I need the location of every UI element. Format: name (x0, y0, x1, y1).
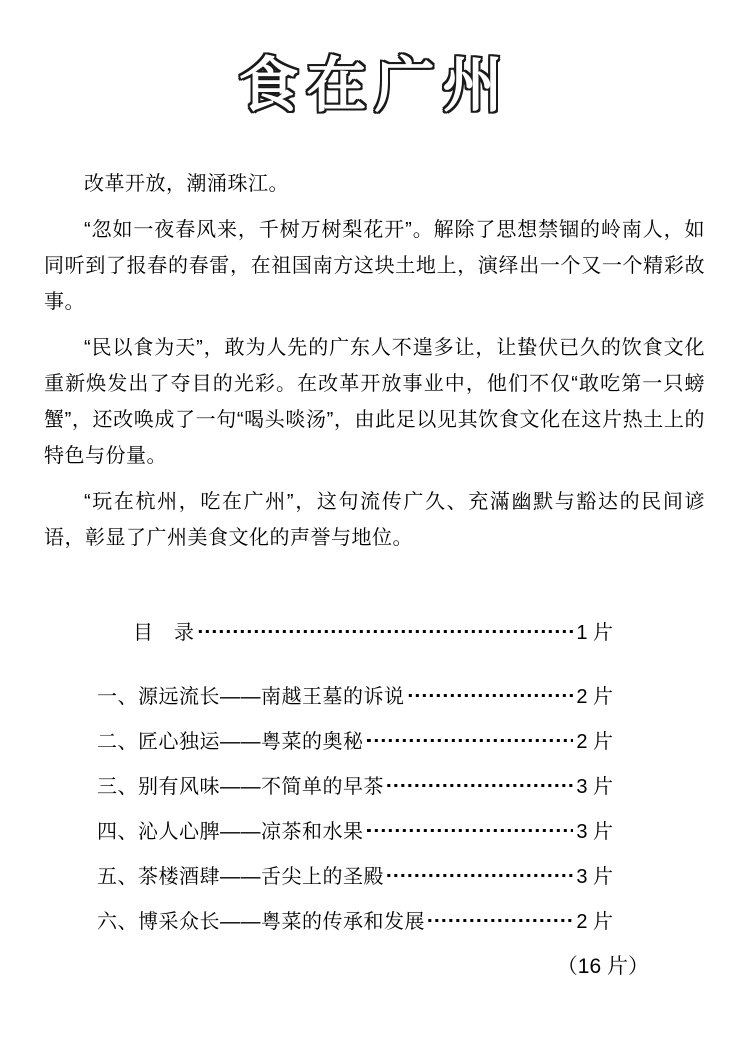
toc-item-4 (97, 807, 613, 852)
toc-item-3 (97, 762, 613, 807)
table-of-contents (97, 608, 613, 942)
toc-item-1 (97, 672, 613, 717)
dot-leader (387, 784, 573, 787)
dot-leader (367, 829, 574, 832)
toc-item-page-count: 3 片 (576, 776, 613, 798)
document-title: 食在广州 (238, 52, 511, 119)
dot-leader (367, 739, 574, 742)
toc-item-label: 五、茶楼酒肆——舌尖上的圣殿 (97, 866, 384, 888)
body-paragraphs (44, 166, 705, 556)
toc-item-label: 四、沁人心脾——凉茶和水果 (97, 821, 364, 843)
paragraph-2: “忽如一夜春风来，千树万树梨花开”。解除了思想禁锢的岭南人，如同听到了报春的春雷，在祖国南方这块土地上，演绎出一个又一个精彩故事。 (44, 219, 705, 313)
toc-header-row (97, 608, 613, 652)
toc-item-page-count: 3 片 (576, 821, 613, 843)
toc-item-page-count: 2 片 (576, 911, 613, 933)
paragraph-1: 改革开放，潮涌珠江。 (84, 173, 289, 195)
toc-item-page-count: 2 片 (576, 686, 613, 708)
dot-leader (387, 874, 573, 877)
toc-item-page-count: 2 片 (576, 731, 613, 753)
toc-header-page-count: 1 片 (576, 621, 613, 644)
dot-leader (198, 630, 574, 633)
toc-item-label: 二、匠心独运——粤菜的奥秘 (97, 731, 364, 753)
toc-item-label: 一、源远流长——南越王墓的诉说 (97, 686, 405, 708)
toc-item-label: 六、博采众长——粤菜的传承和发展 (97, 911, 425, 933)
toc-item-page-count: 3 片 (576, 866, 613, 888)
toc-item-5 (97, 852, 613, 897)
paragraph-3: “民以食为天”，敢为人先的广东人不遑多让，让蛰伏已久的饮食文化重新焕发出了夺目的光彩。在改革开放事业中，他们不仅“敢吃第一只螃蟹”，还改唤成了一句“喝头啖汤”，由此足以见其饮食文化在这片热土上的特色与份量。 (44, 337, 705, 467)
toc-item-label: 三、别有风味——不简单的早茶 (97, 776, 384, 798)
dot-leader (408, 694, 574, 697)
total-pages-note: （16 片） (556, 955, 649, 978)
toc-item-2 (97, 717, 613, 762)
toc-header-label: 目 录 (133, 621, 195, 644)
paragraph-4: “玩在杭州，吃在广州”，这句流传广久、充滿幽默与豁达的民间谚语，彰显了广州美食文化的声誉与地位。 (44, 491, 705, 549)
dot-leader (428, 919, 573, 922)
toc-item-6 (97, 897, 613, 942)
